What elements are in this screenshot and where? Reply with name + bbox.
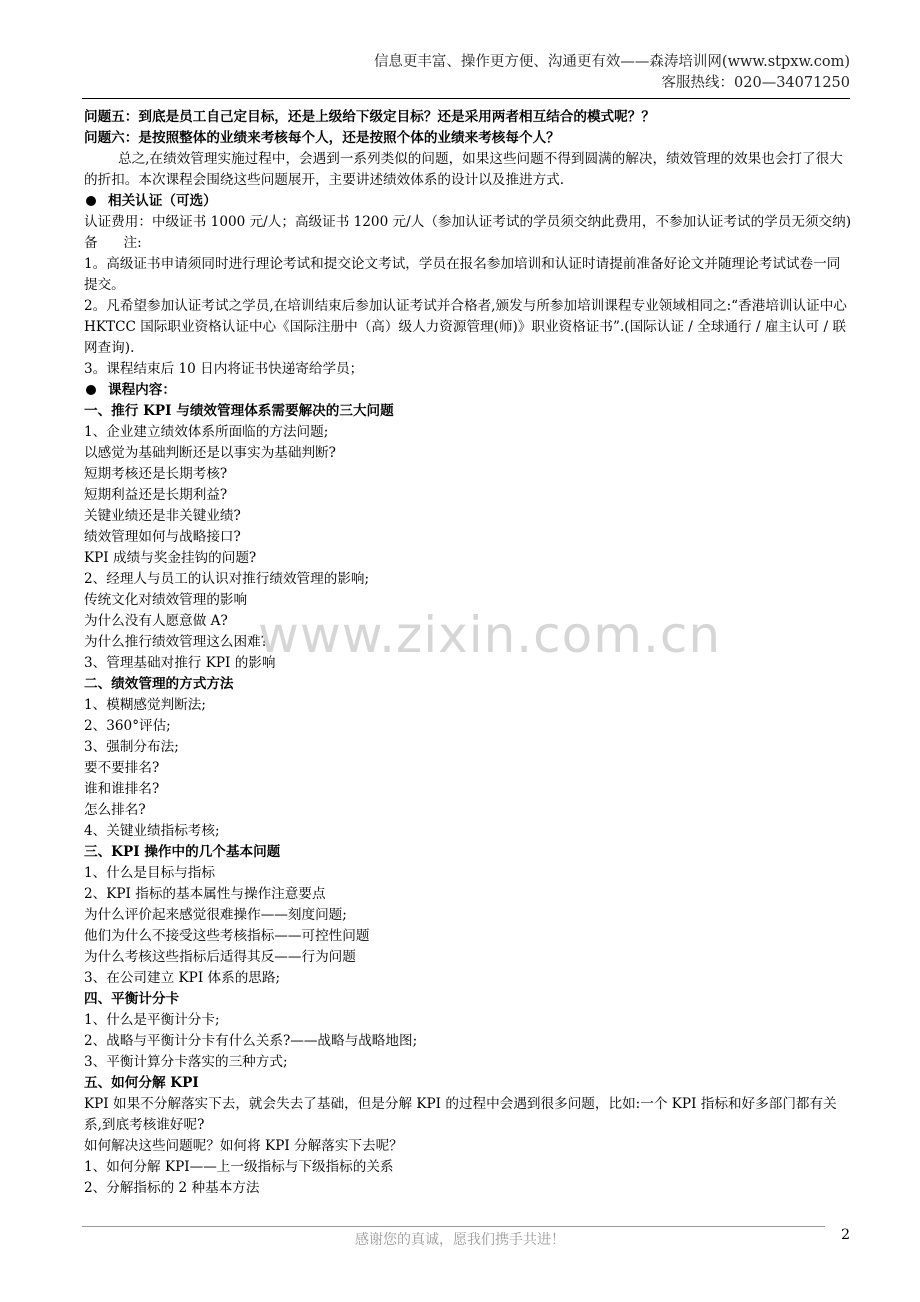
list-item: 3、管理基础对推行 KPI 的影响 bbox=[84, 655, 276, 671]
list-item: 1、什么是目标与指标 bbox=[84, 865, 215, 881]
list-item: 怎么排名? bbox=[84, 802, 146, 818]
list-item: 为什么考核这些指标后适得其反——行为问题 bbox=[84, 949, 356, 965]
list-item: 1、模糊感觉判断法; bbox=[84, 697, 206, 713]
page-number: 2 bbox=[841, 1227, 850, 1243]
list-item: 1、如何分解 KPI——上一级指标与下级指标的关系 bbox=[84, 1159, 394, 1175]
list-item: 为什么没有人愿意做 A? bbox=[84, 613, 228, 629]
page-header bbox=[82, 52, 850, 99]
section-1-list bbox=[84, 422, 852, 674]
list-item: 绩效管理如何与战略接口? bbox=[84, 529, 241, 545]
list-item: 要不要排名? bbox=[84, 760, 160, 776]
course-heading-text: 课程内容： bbox=[108, 382, 176, 398]
list-item: 短期利益还是长期利益? bbox=[84, 487, 228, 503]
list-item: 谁和谁排名? bbox=[84, 781, 160, 797]
list-item: 他们为什么不接受这些考核指标——可控性问题 bbox=[84, 928, 370, 944]
note-3: 3。课程结束后 10 日内将证书快递寄给学员； bbox=[84, 361, 364, 377]
list-item: 2、经理人与员工的认识对推行绩效管理的影响; bbox=[84, 571, 370, 587]
section-1-title: 一、推行 KPI 与绩效管理体系需要解决的三大问题 bbox=[84, 403, 394, 419]
list-item: 以感觉为基础判断还是以事实为基础判断? bbox=[84, 445, 336, 461]
footer-divider bbox=[82, 1226, 825, 1227]
header-tagline: 信息更丰富、操作更方便、沟通更有效——森涛培训网(www.stpxw.com) bbox=[373, 54, 850, 70]
cert-heading-text: 相关认证（可选） bbox=[108, 193, 217, 209]
list-item: 1、什么是平衡计分卡; bbox=[84, 1012, 220, 1028]
list-item: 3、强制分布法; bbox=[84, 739, 179, 755]
section-3-list bbox=[84, 863, 852, 989]
section-5-paragraph: KPI 如果不分解落实下去，就会失去了基础，但是分解 KPI 的过程中会遇到很多问题，比如:一个 KPI 指标和好多部门都有关系,到底考核谁好呢? bbox=[84, 1096, 837, 1133]
bullet-icon bbox=[86, 385, 96, 395]
cert-fee: 认证费用：中级证书 1000 元/人；高级证书 1200 元/人（参加认证考试的学员须交纳此费用，不参加认证考试的学员无须交纳) bbox=[84, 214, 852, 230]
list-item: 关键业绩还是非关键业绩? bbox=[84, 508, 241, 524]
list-item: 2、KPI 指标的基本属性与操作注意要点 bbox=[84, 886, 326, 902]
list-item: KPI 成绩与奖金挂钩的问题? bbox=[84, 550, 257, 566]
list-item: 2、分解指标的 2 种基本方法 bbox=[84, 1180, 260, 1196]
section-2-list bbox=[84, 695, 852, 842]
header-hotline: 客服热线：020—34071250 bbox=[661, 75, 850, 91]
section-4-list bbox=[84, 1010, 852, 1073]
section-5-title: 五、如何分解 KPI bbox=[84, 1075, 199, 1091]
list-item: 4、关键业绩指标考核; bbox=[84, 823, 220, 839]
list-item: 2、战略与平衡计分卡有什么关系?——战略与战略地图; bbox=[84, 1033, 418, 1049]
document-body bbox=[84, 107, 852, 1199]
question-five: 问题五：到底是员工自己定目标，还是上级给下级定目标？还是采用两者相互结合的模式呢？？ bbox=[84, 109, 655, 125]
list-item: 2、360°评估; bbox=[84, 718, 171, 734]
list-item: 为什么评价起来感觉很难操作——刻度问题; bbox=[84, 907, 347, 923]
note-1: 1。高级证书申请须同时进行理论考试和提交论文考试，学员在报名参加培训和认证时请提前准备好论文并随理论考试试卷一同提交。 bbox=[84, 256, 841, 293]
summary-paragraph: 总之,在绩效管理实施过程中，会遇到一系列类似的问题，如果这些问题不得到圆满的解决，绩效管理的效果也会打了很大的折扣。本次课程会围绕这些问题展开，主要讲述绩效体系的设计以及推进方式. bbox=[84, 151, 843, 188]
footer-text: 感谢您的真诚，愿我们携手共进！ bbox=[355, 1232, 565, 1248]
note-2: 2。凡希望参加认证考试之学员,在培训结束后参加认证考试并合格者,颁发与所参加培训课程专业领域相同之:“香港培训认证中心 HKTCC 国际职业资格认证中心《国际注册中（高）级人力资源管理(师)》职业资格证书”.(国际认证 / 全球通行 / 雇主认可 / 联网查询). bbox=[84, 298, 847, 356]
list-item: 1、企业建立绩效体系所面临的方法问题; bbox=[84, 424, 329, 440]
section-2-title: 二、绩效管理的方式方法 bbox=[84, 676, 234, 692]
remarks-label: 备 注: bbox=[84, 235, 142, 251]
list-item: 3、在公司建立 KPI 体系的思路; bbox=[84, 970, 281, 986]
watermark: www.zixin.com.cn bbox=[258, 606, 722, 664]
section-5-list bbox=[84, 1136, 852, 1199]
list-item: 3、平衡计算分卡落实的三种方式; bbox=[84, 1054, 288, 1070]
section-3-title: 三、KPI 操作中的几个基本问题 bbox=[84, 844, 281, 860]
course-heading bbox=[84, 380, 852, 401]
list-item: 为什么推行绩效管理这么困难? bbox=[84, 634, 269, 650]
bullet-icon bbox=[86, 196, 96, 206]
list-item: 传统文化对绩效管理的影响 bbox=[84, 592, 248, 608]
cert-heading bbox=[84, 191, 852, 212]
list-item: 如何解决这些问题呢？如何将 KPI 分解落实下去呢？ bbox=[84, 1138, 403, 1154]
section-4-title: 四、平衡计分卡 bbox=[84, 991, 180, 1007]
question-six: 问题六：是按照整体的业绩来考核每个人，还是按照个体的业绩来考核每个人？ bbox=[84, 130, 560, 146]
list-item: 短期考核还是长期考核? bbox=[84, 466, 228, 482]
